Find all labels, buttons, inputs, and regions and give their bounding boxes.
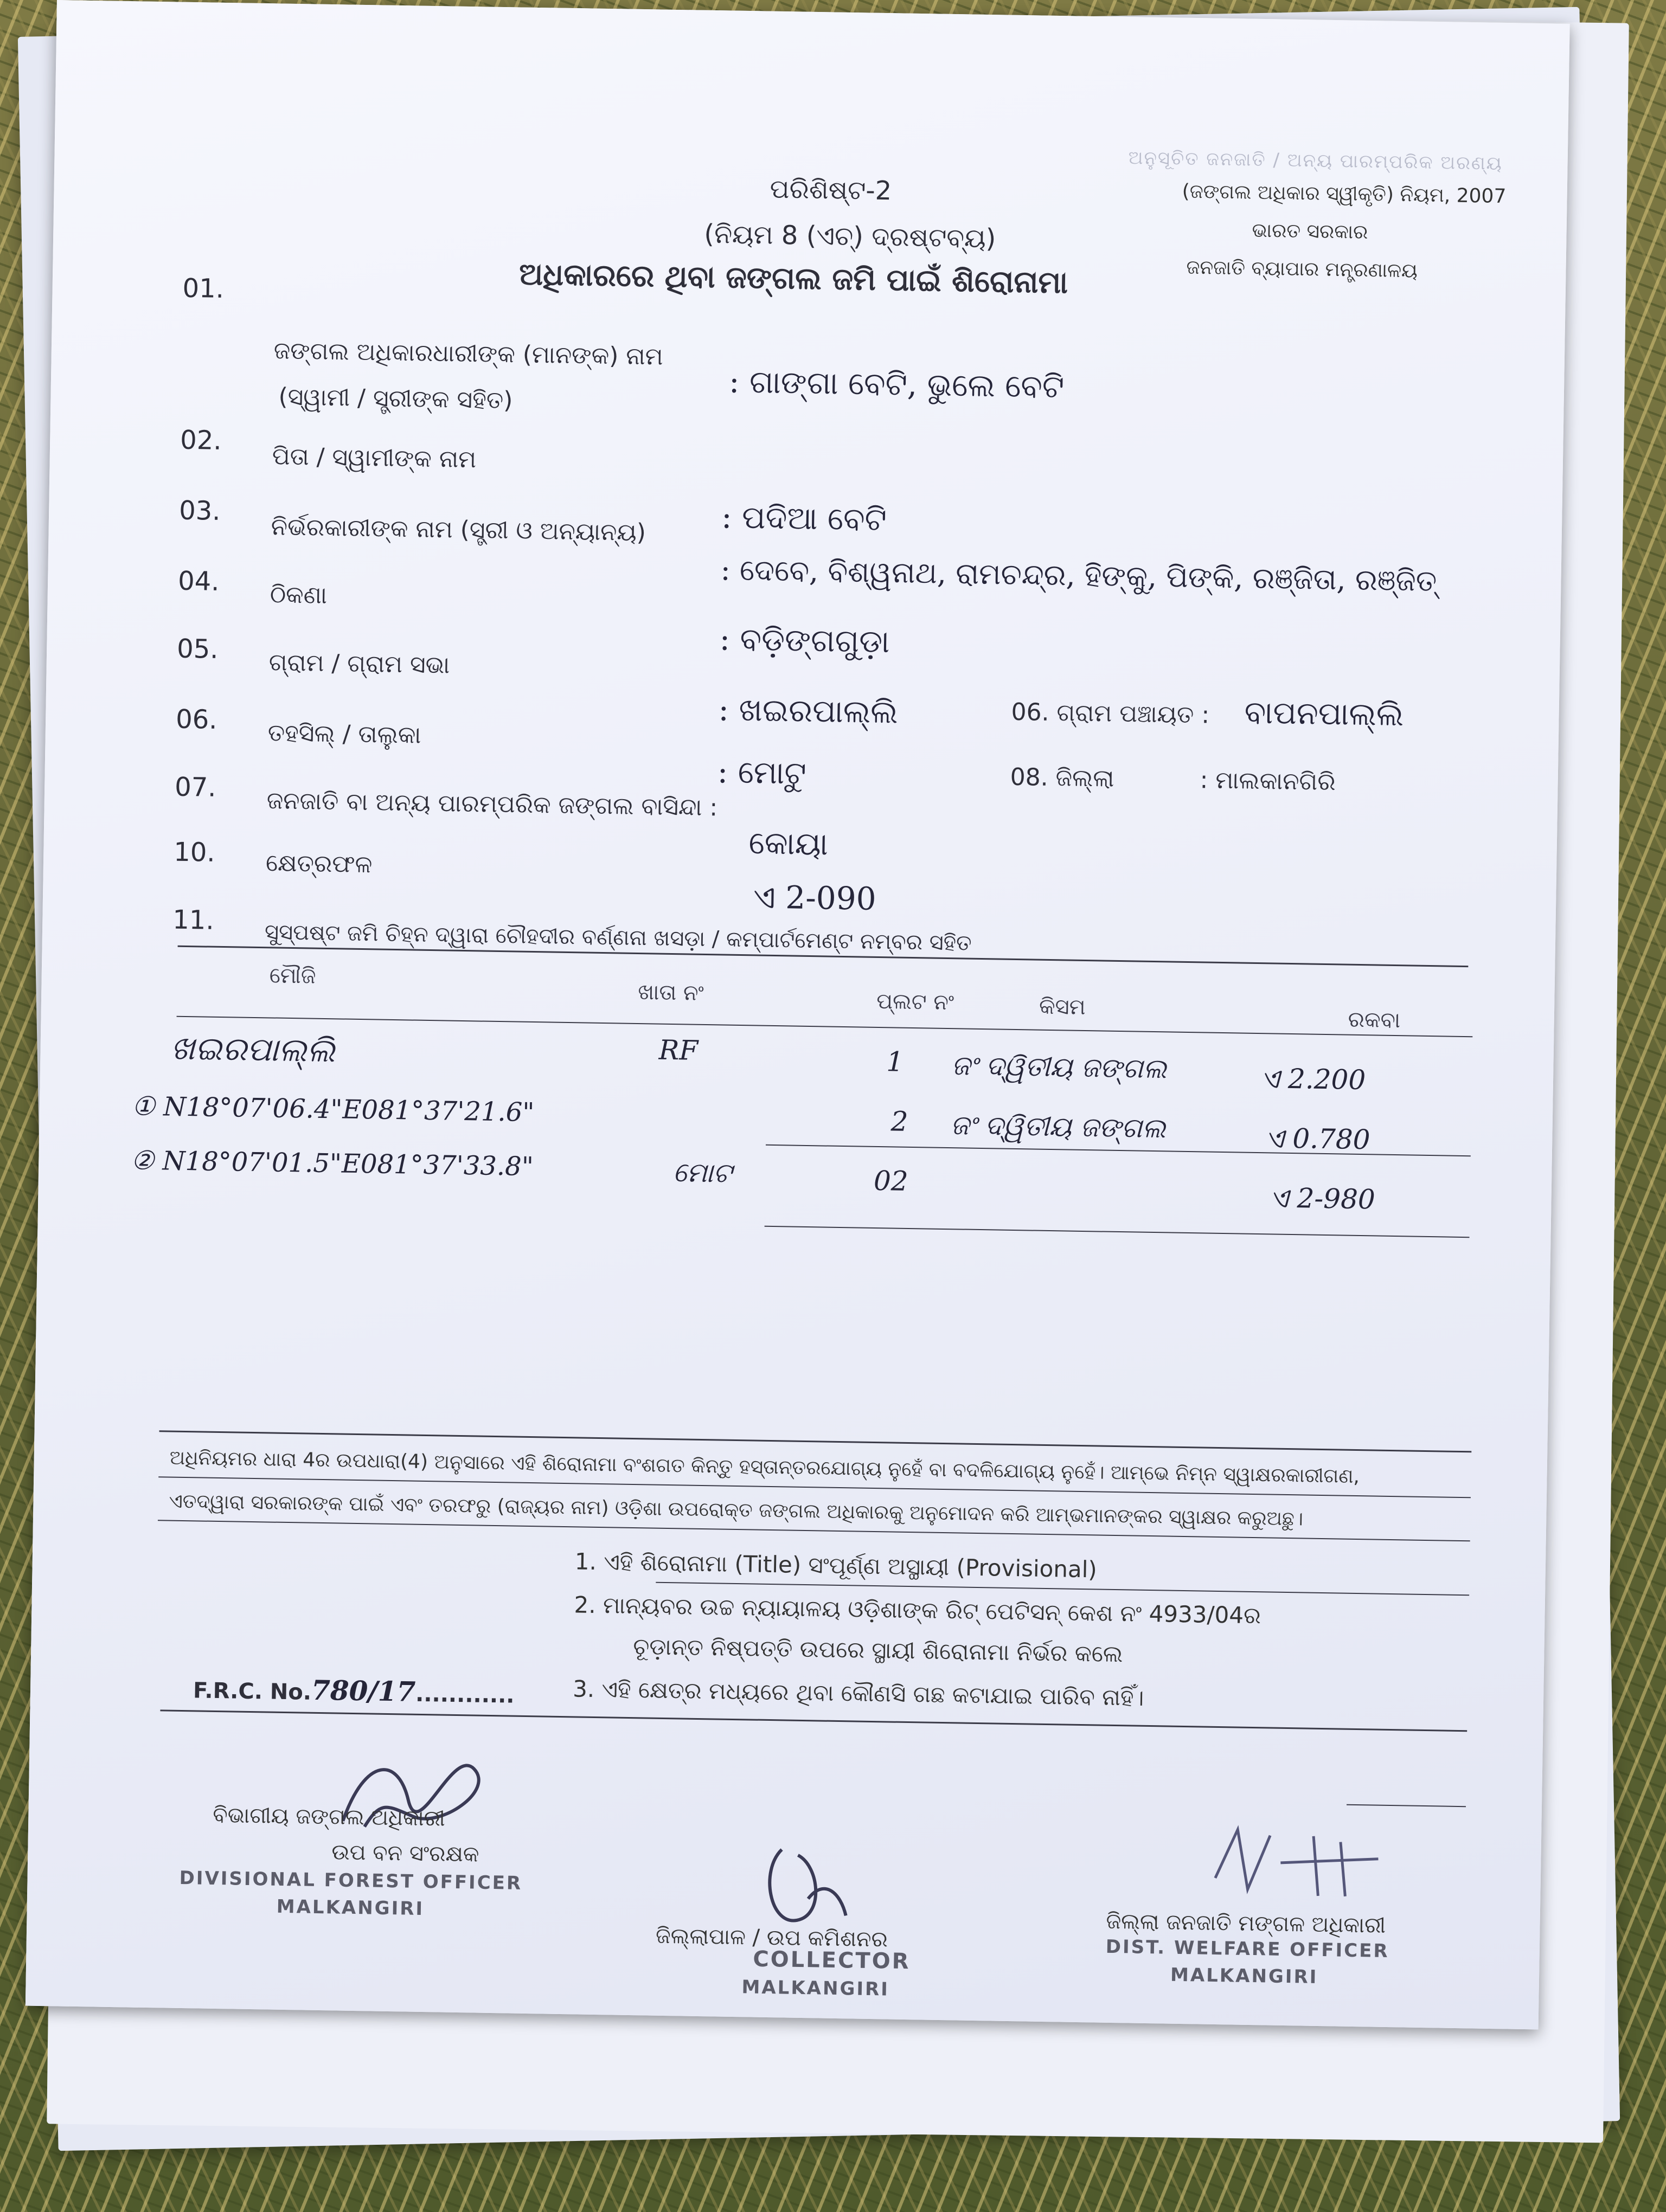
column-header-kisam: କିସମ (1039, 994, 1086, 1020)
collector-stamp-place: MALKANGIRI (741, 1976, 890, 2001)
field-label-district: 08. ଜିଲ୍ଲା (1010, 763, 1114, 793)
village-value: : ଖଇରପାଲ୍ଲି (718, 691, 899, 731)
collector-stamp: COLLECTOR (753, 1946, 911, 1975)
field-label-tribe: ଜନଜାତି ବା ଅନ୍ୟ ପାରମ୍ପରିକ ଜଙ୍ଗଲ ବାସିନ୍ଦା : (266, 787, 718, 822)
table-header-rule (177, 1016, 1473, 1038)
father-name-value: : ପଦିଆ ବେଟି (721, 498, 887, 538)
condition-3: 3. ଏହି କ୍ଷେତ୍ର ମଧ୍ୟରେ ଥିବା କୌଣସି ଗଛ କଟାଯାଇ ପାରିବ ନାହିଁ। (572, 1675, 1144, 1711)
field-label-dependents: ନିର୍ଭରକାରୀଙ୍କ ନାମ (ସ୍ତ୍ରୀ ଓ ଅନ୍ୟାନ୍ୟ) (271, 513, 646, 547)
field-label-address: ଠିକଣା (270, 581, 328, 609)
table-cell-kisam: ଜଂ ଦ୍ୱିତୀୟ ଜଙ୍ଗଲ (950, 1109, 1167, 1144)
table-cell-plot-count: 02 (873, 1165, 909, 1197)
column-header-plot: ପ୍ଲଟ ନଂ (876, 988, 954, 1015)
table-cell-plot: 1 (886, 1046, 904, 1078)
column-header-khata: ଖାତା ନଂ (638, 980, 704, 1006)
title-document (25, 0, 1570, 2029)
dwo-title-odia: ଜିଲ୍ଲା ଜନଜାତି ମଙ୍ଗଳ ଅଧିକାରୀ (1106, 1908, 1386, 1938)
field-label-tehsil: ତହସିଲ୍ / ତାଲୁକା (267, 719, 421, 749)
field-label-father: ପିତା / ସ୍ୱାମୀଙ୍କ ନାମ (272, 442, 477, 474)
rule-reference: (ନିୟମ 8 (ଏଚ୍) ଦ୍ରଷ୍ଟବ୍ୟ) (703, 218, 996, 254)
condition-1: 1. ଏହି ଶିରୋନାମା (Title) ସଂପୂର୍ଣ୍ଣ ଅସ୍ଥାୟୀ (Provisional) (574, 1548, 1098, 1583)
table-cell-khata: RF (658, 1034, 699, 1066)
field-label-village: ଗ୍ରାମ / ଗ୍ରାମ ସଭା (268, 648, 450, 679)
field-label-spouse: (ସ୍ୱାମୀ / ସ୍ତ୍ରୀଙ୍କ ସହିତ) (278, 383, 513, 415)
field-number: 10. (173, 837, 216, 868)
notice-line-2: ଏତଦ୍ୱାରା ସରକାରଙ୍କ ପାଇଁ ଏବଂ ତରଫରୁ (ରାଜ୍ୟର ନାମ) ଓଡ଼ିଶା ଉପରୋକ୍ତ ଜଙ୍ଗଲ ଅଧିକାରକୁ ଅନୁମୋଦନ କରି ଆମ୍ଭମାନଙ୍କର ସ୍ୱାକ୍ଷର କରୁଅଛୁ। (169, 1490, 1304, 1531)
condition-rule (656, 1582, 1469, 1596)
dfo-title-odia: ବିଭାଗୀୟ ଜଙ୍ଗଲ ଅଧିକାରୀ (213, 1802, 446, 1831)
frc-label: F.R.C. No. (193, 1678, 312, 1705)
condition-2: 2. ମାନ୍ୟବର ଉଚ୍ଚ ନ୍ୟାୟାଳୟ ଓଡ଼ିଶାଙ୍କ ରିଟ୍ ପେଟିସନ୍ କେଶ ନଂ 4933/04ର (574, 1591, 1261, 1629)
signature-top-rule (160, 1709, 1467, 1732)
area-value: ଏ 2-090 (753, 878, 877, 917)
signature-right-rule (1347, 1804, 1466, 1807)
rules-reference: (ଜଙ୍ଗଲ ଅଧିକାର ସ୍ୱୀକୃତି) ନିୟମ, 2007 (1182, 180, 1507, 208)
collector-title-odia: ଜିଲ୍ଲାପାଳ / ଉପ କମିଶନର (655, 1923, 888, 1952)
field-number: 05. (176, 633, 219, 665)
field-number: 07. (174, 771, 217, 803)
field-number: 03. (178, 495, 221, 526)
table-cell-rakba: ଏ 0.780 (1264, 1122, 1370, 1156)
table-cell-kisam: ଜଂ ଦ୍ୱିତୀୟ ଜଙ୍ଗଲ (951, 1050, 1167, 1085)
dwo-signature (1204, 1813, 1390, 1913)
address-value: : ବଡ଼ିଙ୍ଗଗୁଡ଼ା (719, 620, 890, 660)
government-name: ଭାରତ ସରକାର (1252, 219, 1368, 244)
field-number: 02. (180, 425, 222, 456)
dfo-stamp-place: MALKANGIRI (276, 1895, 425, 1920)
field-number: 04. (177, 565, 220, 597)
table-cell-plot: 2 (890, 1105, 908, 1137)
dwo-stamp-place: MALKANGIRI (1170, 1964, 1318, 1988)
column-header-rakba: ରକବା (1348, 1007, 1401, 1033)
appendix-label: ପରିଶିଷ୍ଟ-2 (770, 173, 892, 207)
faint-header-text: ଅନୁସୂଚିତ ଜନଜାତି / ଅନ୍ୟ ପାରମ୍ପରିକ ଅରଣ୍ୟ (1128, 147, 1503, 175)
frc-value: 780/17 (311, 1674, 416, 1708)
table-cell-rakba: ଏ 2.200 (1260, 1063, 1366, 1096)
condition-2-cont: ଚୂଡ଼ାନ୍ତ ନିଷ୍ପତ୍ତି ଉପରେ ସ୍ଥାୟୀ ଶିରୋନାମା ନିର୍ଭର କଲେ (633, 1633, 1123, 1668)
column-header-mouza: ମୌଜି (269, 963, 316, 989)
field-number: 01. (182, 273, 225, 304)
dfo-stamp: DIVISIONAL FOREST OFFICER (179, 1867, 523, 1894)
tehsil-value: : ମୋଟୁ (717, 753, 807, 792)
field-number: 11. (172, 904, 215, 936)
dwo-stamp: DIST. WELFARE OFFICER (1105, 1935, 1389, 1963)
table-bottom-rule (765, 1226, 1470, 1238)
field-label-boundary: ସୁସ୍ପଷ୍ଟ ଜମି ଚିହ୍ନ ଦ୍ୱାରା ଚୌହଦୀର ବର୍ଣ୍ଣନା ଖସଡ଼ା / କମ୍ପାର୍ଟମେଣ୍ଟ ନମ୍ବର ସହିତ (264, 919, 972, 956)
holder-names-value: : ଗାଙ୍ଗା ବେଟି, ଭୁଲେ ବେଟି (728, 363, 1065, 406)
field-label-panchayat: 06. ଗ୍ରାମ ପଞ୍ଚାୟତ : (1011, 698, 1210, 729)
panchayat-value: ବାପନପାଲ୍ଲି (1244, 693, 1404, 734)
dependents-value: : ଦେବେ, ବିଶ୍ୱନାଥ, ରାମଚନ୍ଦ୍ର, ହିଙ୍କୁ, ପିଙ୍କି, ରଞ୍ଜିତା, ରଞ୍ଜିତ୍ (720, 552, 1437, 599)
notice-line-1: ଅଧିନିୟମର ଧାରା 4ର ଉପଧାରା(4) ଅନୁସାରେ ଏହି ଶିରୋନାମା ବଂଶଗତ କିନ୍ତୁ ହସ୍ତାନ୍ତରଯୋଗ୍ୟ ନୁହେଁ ବା ବଦଳିଯୋଗ୍ୟ ନୁହେଁ। ଆମ୍ଭେ ନିମ୍ନ ସ୍ୱାକ୍ଷରକାରୀଗଣ, (169, 1446, 1360, 1488)
field-label-area: କ୍ଷେତ୍ରଫଳ (265, 849, 373, 879)
ministry-name: ଜନଜାତି ବ୍ୟାପାର ମନ୍ତ୍ରଣାଳୟ (1186, 256, 1418, 282)
frc-dots: ............ (415, 1681, 515, 1708)
table-cell-total-label: ମୋଟ (672, 1156, 733, 1189)
table-cell-total-rakba: ଏ 2-980 (1269, 1182, 1376, 1216)
field-label-holders: ଜଙ୍ଗଲ ଅଧିକାରଧାରୀଙ୍କ (ମାନଙ୍କ) ନାମ (273, 337, 664, 371)
table-cell-gps-2: ② N18°07'01.5"E081°37'33.8" (130, 1145, 534, 1182)
district-value: : ମାଲକାନଗିରି (1200, 766, 1336, 796)
document-title: ଅଧିକାରରେ ଥିବା ଜଙ୍ଗଲ ଜମି ପାଇଁ ଶିରୋନାମା (518, 256, 1068, 301)
frc-number (193, 1672, 515, 1709)
table-cell-mouza: ଖଇରପାଲ୍ଲି (170, 1029, 336, 1070)
dfo-subtitle-odia: ଉପ ବନ ସଂରକ୍ଷକ (331, 1840, 479, 1867)
tribe-value: କୋୟା (748, 824, 829, 863)
field-number: 06. (175, 704, 217, 735)
table-cell-gps-1: ① N18°07'06.4"E081°37'21.6" (131, 1091, 535, 1128)
